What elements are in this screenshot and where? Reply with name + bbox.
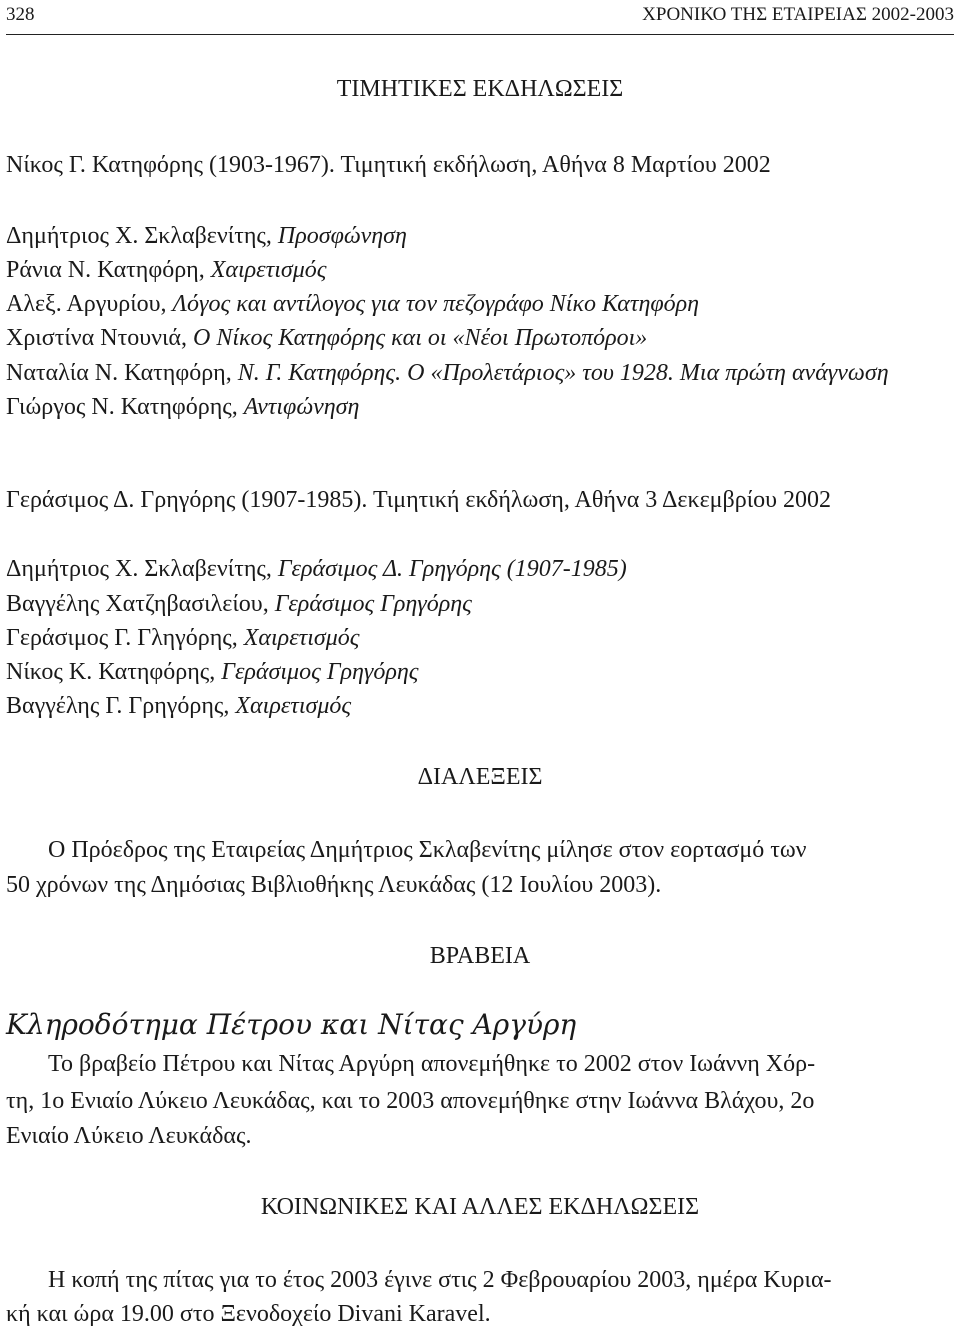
program-item: Αλεξ. Αργυρίου, Λόγος και αντίλογος για τον πεζογράφο Νίκο Κατηφόρη — [6, 291, 700, 317]
award-text-line: Ενιαίο Λύκειο Λευκάδας. — [6, 1123, 252, 1149]
program-item: Δημήτριος Χ. Σκλαβενίτης, Γεράσιμος Δ. Γρηγόρης (1907-1985) — [6, 556, 627, 582]
running-header — [6, 2, 954, 28]
lecture-text-line: Ο Πρόεδρος της Εταιρείας Δημήτριος Σκλαβενίτης μίλησε στον εορτασμό των — [48, 837, 807, 863]
event-title-katiforis: Νίκος Γ. Κατηφόρης (1903-1967). Τιμητική εκδήλωση, Αθήνα 8 Μαρτίου 2002 — [6, 152, 771, 178]
header-rule — [6, 34, 954, 35]
award-text-line: Το βραβείο Πέτρου και Νίτας Αργύρη απονεμήθηκε το 2002 στον Ιωάννη Χόρ- — [48, 1051, 816, 1077]
program-item: Βαγγέλης Γ. Γρηγόρης, Χαιρετισμός — [6, 693, 352, 719]
section-title-lectures: ΔΙΑΛΕΞΕΙΣ — [417, 764, 543, 790]
section-title-honorary-events: ΤΙΜΗΤΙΚΕΣ ΕΚΔΗΛΩΣΕΙΣ — [336, 76, 624, 102]
program-item: Χριστίνα Ντουνιά, Ο Νίκος Κατηφόρης και οι «Νέοι Πρωτοπόροι» — [6, 325, 648, 351]
program-item: Νίκος Κ. Κατηφόρης, Γεράσιμος Γρηγόρης — [6, 659, 419, 685]
program-item: Δημήτριος Χ. Σκλαβενίτης, Προσφώνηση — [6, 223, 407, 249]
running-title: ΧΡΟΝΙΚΟ ΤΗΣ ΕΤΑΙΡΕΙΑΣ 2002-2003 — [642, 4, 954, 25]
program-item: Ράνια Ν. Κατηφόρη, Χαιρετισμός — [6, 257, 327, 283]
event-title-grigoris: Γεράσιμος Δ. Γρηγόρης (1907-1985). Τιμητική εκδήλωση, Αθήνα 3 Δεκεμβρίου 2002 — [6, 487, 832, 513]
program-item: Ναταλία Ν. Κατηφόρη, Ν. Γ. Κατηφόρης. Ο «Προλετάριος» του 1928. Μια πρώτη ανάγνωση — [6, 360, 889, 386]
page-number: 328 — [6, 4, 35, 25]
section-title-awards: ΒΡΑΒΕΙΑ — [429, 943, 531, 969]
section-title-social-events: ΚΟΙΝΩΝΙΚΕΣ ΚΑΙ ΑΛΛΕΣ ΕΚΔΗΛΩΣΕΙΣ — [260, 1194, 700, 1220]
social-text-line: Η κοπή της πίτας για το έτος 2003 έγινε στις 2 Φεβρουαρίου 2003, ημέρα Κυρια- — [48, 1267, 832, 1293]
program-item: Γεράσιμος Γ. Γληγόρης, Χαιρετισμός — [6, 625, 360, 651]
program-item: Βαγγέλης Χατζηβασιλείου, Γεράσιμος Γρηγόρης — [6, 591, 472, 617]
award-text-line: τη, 1ο Ενιαίο Λύκειο Λευκάδας, και το 2003 απονεμήθηκε στην Ιωάννα Βλάχου, 2ο — [6, 1088, 815, 1114]
social-text-line: κή και ώρα 19.00 στο Ξενοδοχείο Divani Karavel. — [6, 1301, 491, 1327]
program-item: Γιώργος Ν. Κατηφόρης, Αντιφώνηση — [6, 394, 360, 420]
award-subtitle: Κληροδότημα Πέτρου και Νίτας Αργύρη — [6, 1008, 577, 1041]
lecture-text-line: 50 χρόνων της Δημόσιας Βιβλιοθήκης Λευκάδας (12 Ιουλίου 2003). — [6, 872, 662, 898]
